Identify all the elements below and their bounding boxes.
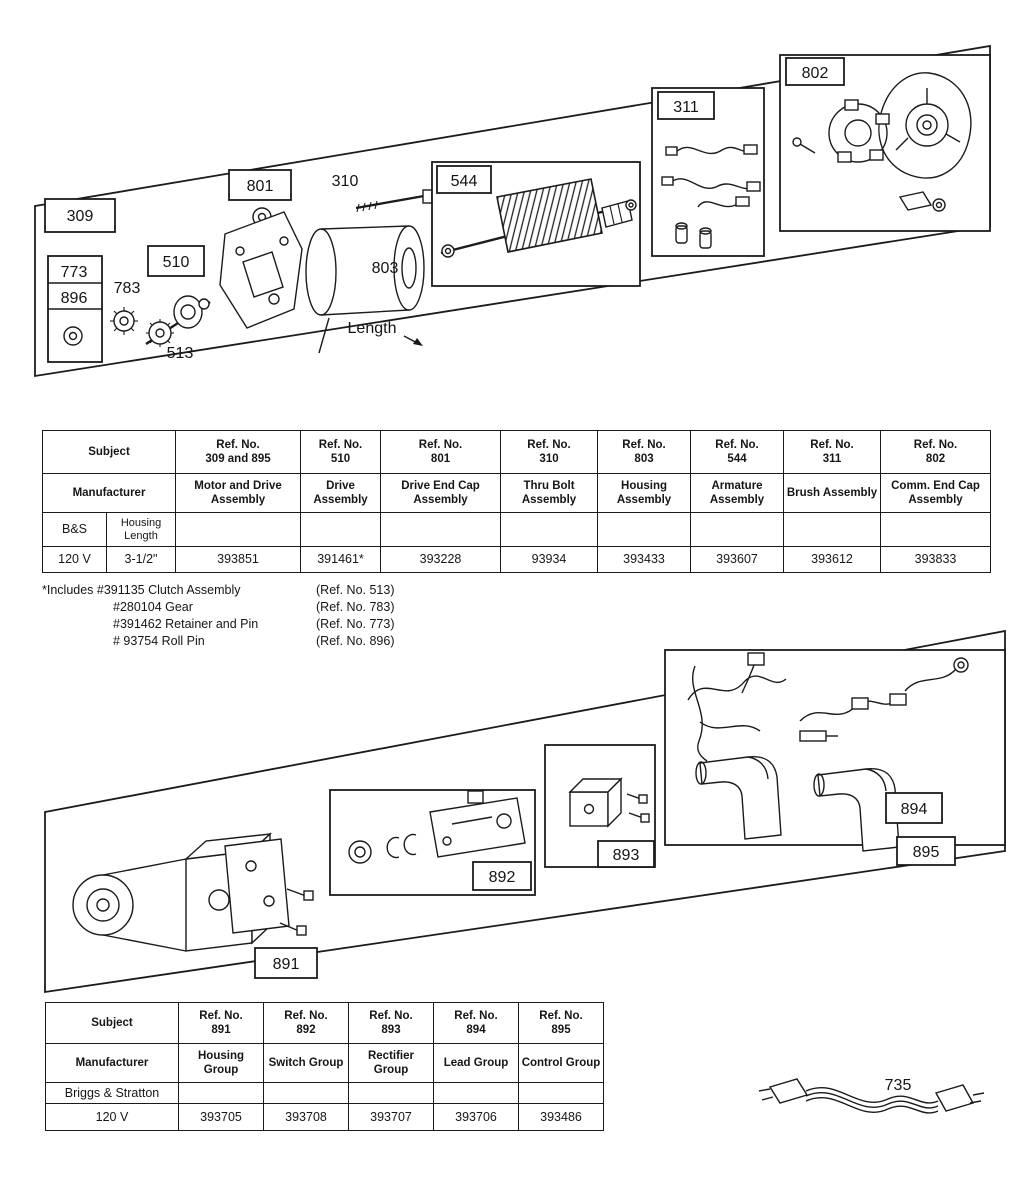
ref-line1: Ref. No. [913,438,958,451]
group-name: Rectifier Group [367,1049,415,1076]
assembly-name: Comm. End Cap Assembly [891,479,980,506]
housing-length-value-cell [107,547,176,573]
assembly-name-header [881,474,991,513]
label-735: 735 [884,1077,912,1094]
maker-name: B&S [61,522,87,536]
label-893: 893 [612,847,640,864]
label-513: 513 [166,345,194,362]
ref-line1: Ref. No. [318,438,363,451]
comm-end-cap-drawing [780,55,990,231]
ref-no-header [784,431,881,474]
footnote-ref: (Ref. No. 773) [316,617,395,631]
ref-no-header [598,431,691,474]
footnote-ref: (Ref. No. 896) [316,634,395,648]
motor-drive-assembly-label [45,199,115,232]
subject-label: Subject [91,1016,133,1029]
ref-line2: 309 and 895 [205,453,271,465]
ref-no-header [881,431,991,474]
subject-header [43,431,176,474]
label-801: 801 [246,178,274,195]
maker-name: Briggs & Stratton [64,1085,160,1100]
assembly-name-header [691,474,784,513]
ref-no-header [434,1003,519,1044]
rectifier-group-drawing [545,745,655,867]
part-number: 393433 [623,552,665,566]
maker-row [46,1083,604,1104]
ref-no-row [43,431,991,474]
ref-no-header [501,431,598,474]
part-number: 393607 [716,552,758,566]
ref-no-header [519,1003,604,1044]
manufacturer-label: Manufacturer [75,1056,149,1069]
ref-line2: 801 [430,453,451,465]
ref-no-header [301,431,381,474]
ref-no-row [46,1003,604,1044]
footnote-line [42,582,395,599]
starter-parts-table [42,430,991,573]
ref-no-header [264,1003,349,1044]
empty-cell [691,513,784,547]
group-name: Switch Group [268,1056,344,1069]
assembly-name-row [43,474,991,513]
label-894: 894 [900,801,928,818]
subject-label: Subject [88,445,130,458]
ref-line2: 544 [727,453,747,465]
label-311: 311 [673,99,699,116]
label-802: 802 [801,65,829,82]
assembly-name: Brush Assembly [786,486,878,499]
footnote-ref: (Ref. No. 513) [316,583,395,597]
assembly-name-header [501,474,598,513]
assembly-name: Drive End Cap Assembly [401,479,480,506]
empty-cell [881,513,991,547]
footnote-text: *Includes #391135 Clutch Assembly [42,583,241,597]
voltage-cell [43,547,107,573]
part-number: 393706 [455,1109,497,1124]
assembly-name-header [784,474,881,513]
ref-line2: 311 [822,453,842,465]
footnote-text: #280104 Gear [113,600,193,614]
footnote-line [42,633,395,650]
part-number-cell [349,1104,434,1131]
part-number-cell [519,1104,604,1131]
empty-cell [179,1083,264,1104]
ref-no-header [349,1003,434,1044]
part-number: 93934 [531,552,567,566]
gear-drawing [110,280,140,335]
ref-no-header [176,431,301,474]
footnote-text: #391462 Retainer and Pin [113,617,259,631]
manufacturer-label: Manufacturer [72,486,146,499]
assembly-name: Motor and Drive Assembly [194,479,282,506]
part-number-cell [301,547,381,573]
part-number-cell [691,547,784,573]
part-number-cell [598,547,691,573]
starter-groups-table [45,1002,604,1131]
part-number: 393486 [540,1109,582,1124]
length-note: Length [347,320,397,337]
switch-group-drawing [330,790,535,895]
ref-line2: 891 [211,1024,231,1036]
ref-line2: 310 [539,453,559,465]
group-name: Control Group [521,1056,601,1069]
drive-assembly-drawing [146,246,210,362]
part-number-cell [501,547,598,573]
maker-row [43,513,991,547]
manufacturer-header [43,474,176,513]
empty-cell [264,1083,349,1104]
assembly-name-header [598,474,691,513]
ref-no-header [691,431,784,474]
ref-line2: 510 [330,453,351,465]
ref-line1: Ref. No. [539,1009,583,1022]
group-name: Lead Group [443,1056,509,1069]
footnote-line [42,599,395,616]
part-number: 393708 [285,1109,327,1124]
ref-line1: Ref. No. [284,1009,328,1022]
ref-line2: 802 [925,453,946,465]
housing-length-value: 3-1/2" [124,552,158,566]
maker-cell [46,1083,179,1104]
empty-cell [434,1083,519,1104]
label-510: 510 [162,254,190,271]
brush-assembly-drawing [652,88,764,256]
footnote-ref: (Ref. No. 783) [316,600,395,614]
ref-line1: Ref. No. [527,438,571,451]
assembly-name-header [176,474,301,513]
ref-line1: Ref. No. [715,438,759,451]
drive-end-cap-drawing [220,170,302,328]
parts-footnotes [42,582,395,650]
group-name: Housing Group [198,1049,244,1076]
label-895: 895 [912,844,940,861]
ref-line1: Ref. No. [622,438,666,451]
ref-line1: Ref. No. [199,1009,243,1022]
ref-line1: Ref. No. [418,438,463,451]
housing-length-line1: Housing [120,517,162,530]
assembly-name: Drive Assembly [313,479,368,506]
ref-line1: Ref. No. [454,1009,498,1022]
footnote-line [42,616,395,633]
housing-drawing [306,226,424,353]
voltage-cell [46,1104,179,1131]
part-number-cell [264,1104,349,1131]
ref-line1: Ref. No. [810,438,854,451]
part-number-cell [381,547,501,573]
group-name-header [349,1044,434,1083]
group-name-header [264,1044,349,1083]
part-number-cell [784,547,881,573]
housing-length-header-cell [107,513,176,547]
voltage-value: 120 V [95,1109,129,1124]
part-number: 393833 [914,552,957,566]
ref-no-header [179,1003,264,1044]
part-number-cell [434,1104,519,1131]
label-891: 891 [272,956,300,973]
assembly-name: Thru Bolt Assembly [521,479,577,506]
part-number-cell [176,547,301,573]
voltage-value: 120 V [58,552,91,566]
label-783: 783 [113,280,141,297]
lead-control-group-drawing [665,650,1005,865]
part-number: 393612 [811,552,853,566]
part-number: 393851 [217,552,259,566]
ref-line1: Ref. No. [216,438,260,451]
label-544: 544 [450,173,478,190]
maker-cell [43,513,107,547]
empty-cell [349,1083,434,1104]
group-name-header [434,1044,519,1083]
ref-no-header [381,431,501,474]
housing-length-line2: Length [124,529,158,542]
part-number-row [46,1104,604,1131]
subject-header [46,1003,179,1044]
label-773: 773 [60,264,88,281]
ref-line2: 893 [381,1024,401,1036]
empty-cell [784,513,881,547]
footnote-text: # 93754 Roll Pin [113,634,205,648]
armature-drawing [432,162,640,286]
part-number: 393705 [200,1109,242,1124]
assembly-name: Armature Assembly [709,479,765,506]
ref-line1: Ref. No. [369,1009,413,1022]
empty-cell [381,513,501,547]
group-name-header [179,1044,264,1083]
housing-group-drawing [73,834,317,978]
part-number-row [43,547,991,573]
label-892: 892 [488,869,516,886]
part-number: 391461* [317,552,364,566]
part-number: 393228 [419,552,462,566]
starter-motor-exploded-diagram [35,46,990,376]
empty-cell [519,1083,604,1104]
label-896: 896 [60,290,88,307]
cable-735-drawing [759,1077,984,1113]
group-name-row [46,1044,604,1083]
label-803: 803 [371,260,399,277]
assembly-name-header [301,474,381,513]
retainer-roll-pin-drawing [48,256,102,362]
ref-line2: 803 [634,453,654,465]
thru-bolt-drawing [332,173,432,212]
label-310: 310 [331,173,359,190]
ref-line2: 895 [551,1024,571,1036]
length-arrowhead [413,338,423,346]
assembly-name-header [381,474,501,513]
part-number-cell [881,547,991,573]
empty-cell [598,513,691,547]
part-number: 393707 [370,1109,412,1124]
assembly-name: Housing Assembly [616,479,672,506]
label-309: 309 [66,208,94,225]
starter-groups-exploded-diagram [45,631,1005,992]
group-name-header [519,1044,604,1083]
part-number-cell [179,1104,264,1131]
ref-line2: 894 [466,1024,486,1036]
manufacturer-header [46,1044,179,1083]
empty-cell [176,513,301,547]
empty-cell [301,513,381,547]
empty-cell [501,513,598,547]
ref-line2: 892 [296,1024,316,1036]
